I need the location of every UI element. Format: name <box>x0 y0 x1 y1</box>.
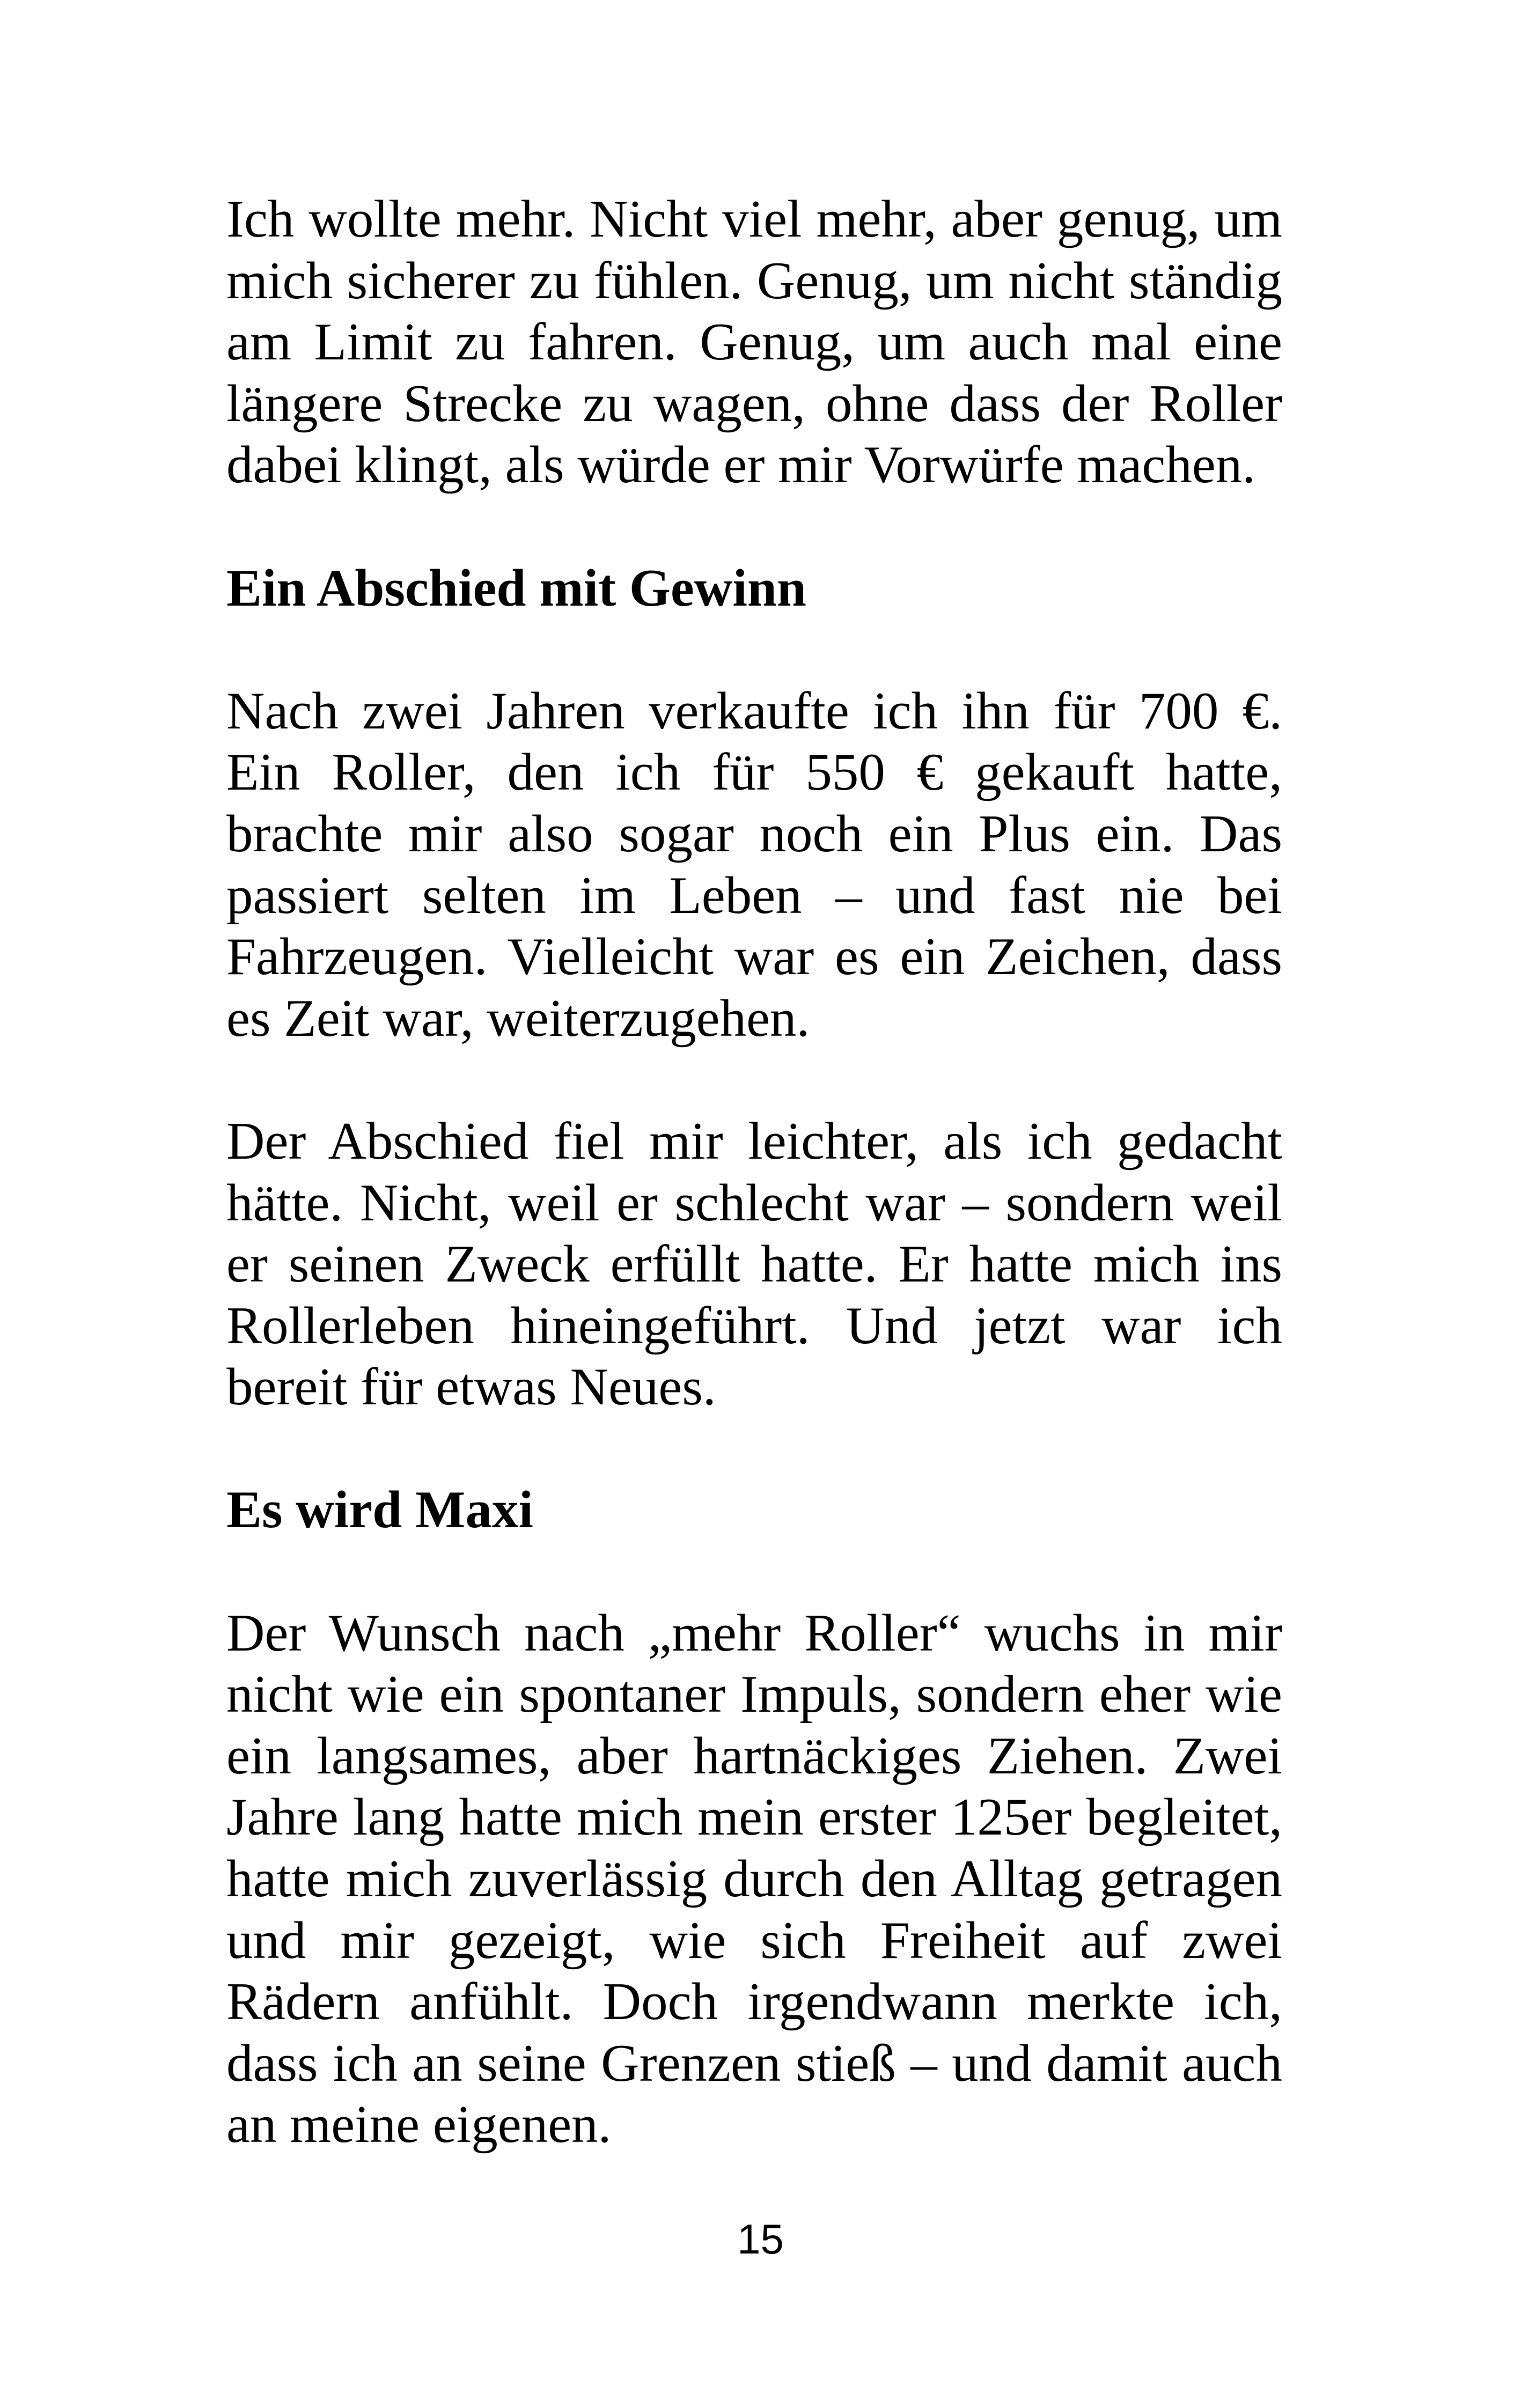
paragraph-spacer <box>226 1541 1282 1603</box>
paragraph-line: Fahrzeugen. Vielleicht war es ein Zeichen, dass <box>226 927 1282 986</box>
paragraph-line: am Limit zu fahren. Genug, um auch mal eine <box>226 313 1282 372</box>
paragraph-4 <box>226 1603 1282 2156</box>
paragraph-line: hätte. Nicht, weil er schlecht war – sondern weil <box>226 1173 1282 1232</box>
paragraph-line: Ein Roller, den ich für 550 € gekauft hatte, <box>226 743 1282 802</box>
paragraph-line: bereit für etwas Neues. <box>226 1358 716 1417</box>
paragraph-line: an meine eigenen. <box>226 2095 612 2154</box>
paragraph-line: Der Abschied fiel mir leichter, als ich gedacht <box>226 1111 1282 1170</box>
paragraph-line: längere Strecke zu wagen, ohne dass der Roller <box>226 374 1282 433</box>
paragraph-line: es Zeit war, weiterzugehen. <box>226 989 810 1048</box>
section-heading-abschied: Ein Abschied mit Gewinn <box>226 558 806 617</box>
paragraph-line: Ich wollte mehr. Nicht viel mehr, aber genug, um <box>226 190 1282 248</box>
paragraph-line: brachte mir also sogar noch ein Plus ein. Das <box>226 804 1282 863</box>
paragraph-spacer <box>226 1049 1282 1111</box>
paragraph-line: und mir gezeigt, wie sich Freiheit auf zwei <box>226 1911 1282 1970</box>
paragraph-line: dabei klingt, als würde er mir Vorwürfe machen. <box>226 436 1256 495</box>
page-body <box>226 189 1282 2156</box>
paragraph-3 <box>226 1111 1282 1418</box>
paragraph-line: er seinen Zweck erfüllt hatte. Er hatte mich ins <box>226 1235 1282 1294</box>
paragraph-line: mich sicherer zu fühlen. Genug, um nicht ständig <box>226 251 1282 310</box>
paragraph-2 <box>226 681 1282 1050</box>
paragraph-line: hatte mich zuverlässig durch den Alltag getragen <box>226 1850 1282 1909</box>
paragraph-spacer <box>226 619 1282 681</box>
paragraph-line: dass ich an seine Grenzen stieß – und damit auch <box>226 2034 1282 2093</box>
page-number: 15 <box>737 2215 784 2263</box>
paragraph-line: Jahre lang hatte mich mein erster 125er begleitet, <box>226 1788 1282 1847</box>
paragraph-line: Rollerleben hineingeführt. Und jetzt war ich <box>226 1296 1282 1355</box>
section-heading-maxi: Es wird Maxi <box>226 1481 534 1540</box>
paragraph-line: nicht wie ein spontaner Impuls, sondern eher wie <box>226 1665 1282 1724</box>
paragraph-spacer <box>226 496 1282 558</box>
paragraph-1 <box>226 189 1282 496</box>
paragraph-line: Der Wunsch nach „mehr Roller“ wuchs in mir <box>226 1603 1282 1662</box>
paragraph-line: ein langsames, aber hartnäckiges Ziehen. Zwei <box>226 1726 1282 1785</box>
paragraph-line: passiert selten im Leben – und fast nie bei <box>226 866 1282 925</box>
paragraph-line: Nach zwei Jahren verkaufte ich ihn für 700 €. <box>226 681 1282 740</box>
paragraph-spacer <box>226 1418 1282 1480</box>
paragraph-line: Rädern anfühlt. Doch irgendwann merkte ich, <box>226 1972 1282 2031</box>
